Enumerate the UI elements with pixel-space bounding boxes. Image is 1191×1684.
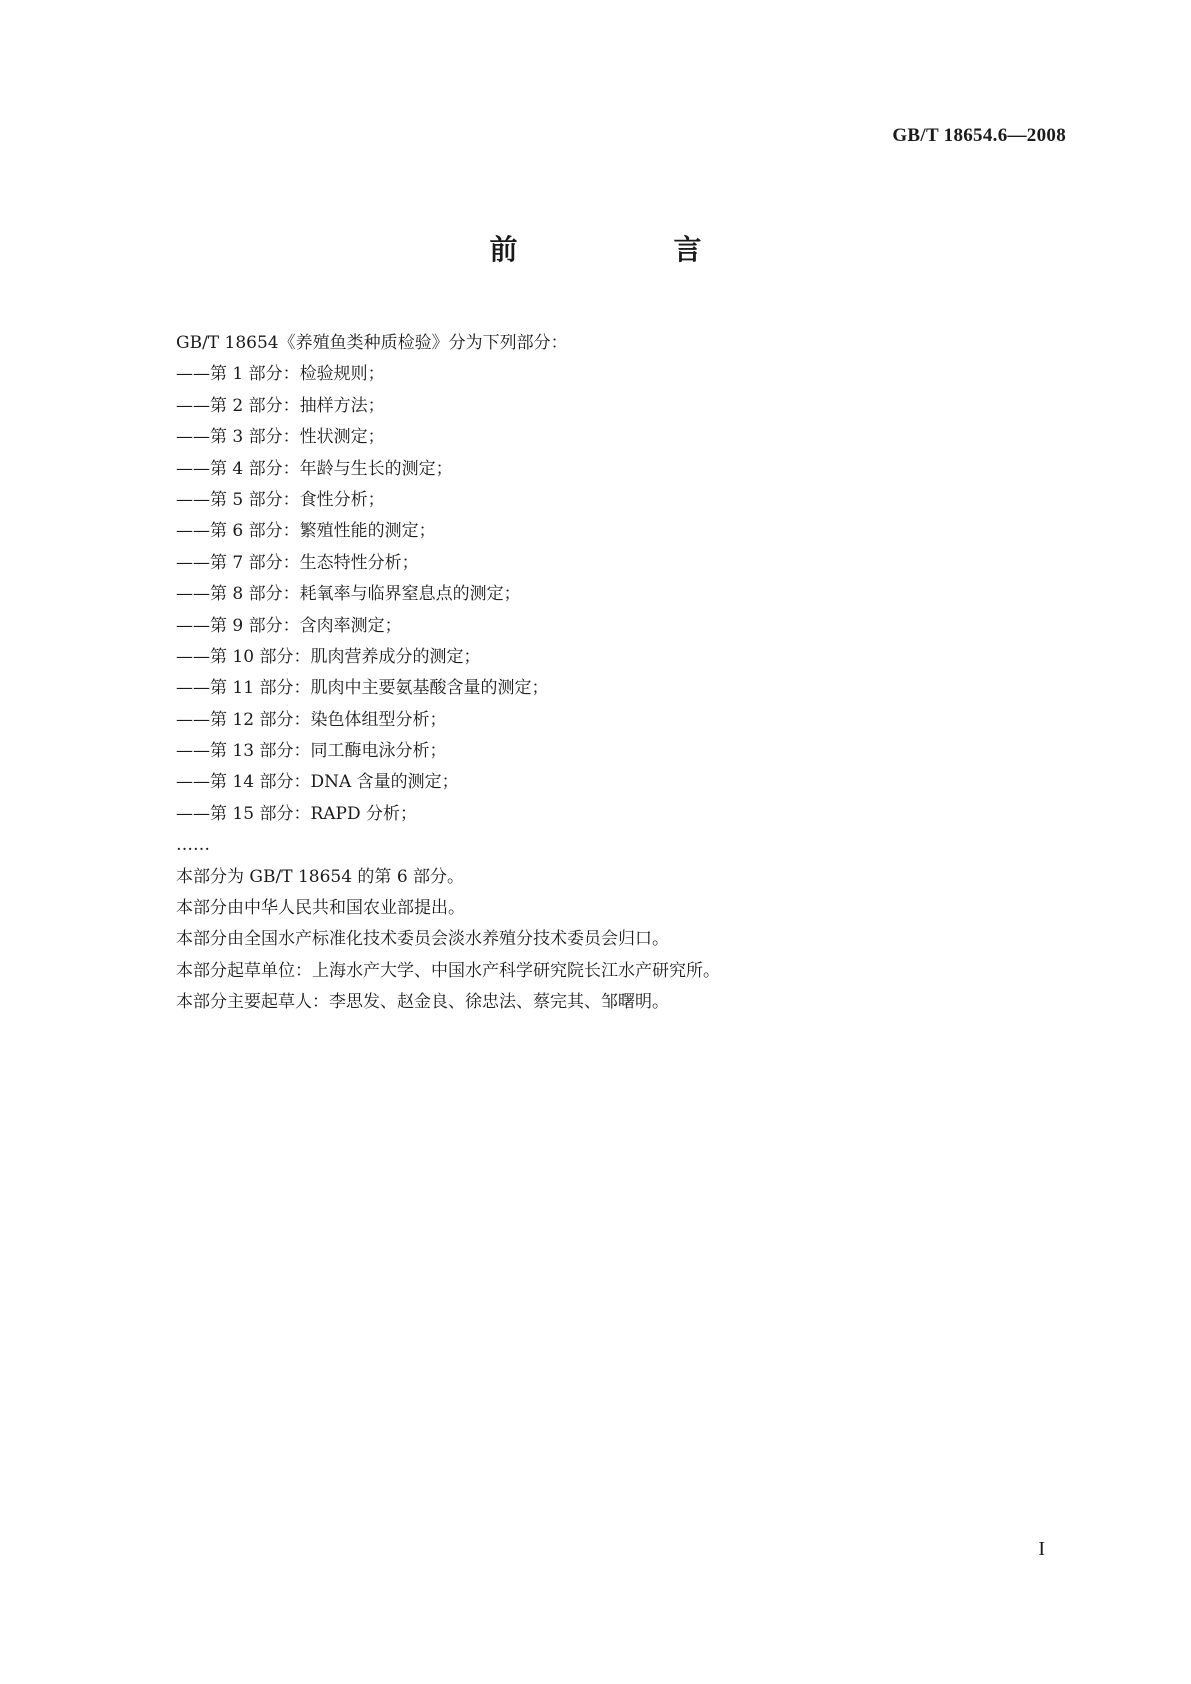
statement-line: 本部分由全国水产标准化技术委员会淡水养殖分技术委员会归口。: [176, 929, 669, 950]
statement-line: 本部分为 GB/T 18654 的第 6 部分。: [176, 866, 465, 887]
statement-line: 本部分起草单位：上海水产大学、中国水产科学研究院长江水产研究所。: [176, 960, 720, 981]
statement-line: 本部分主要起草人：李思发、赵金良、徐忠法、蔡完其、邹曙明。: [176, 992, 669, 1013]
ellipsis: ……: [176, 835, 210, 856]
page-number: I: [1038, 1538, 1045, 1560]
list-item: ——第 4 部分：年龄与生长的测定；: [176, 458, 453, 479]
list-item: ——第 2 部分：抽样方法；: [176, 395, 385, 416]
list-item: ——第 9 部分：含肉率测定；: [176, 615, 402, 636]
list-item: ——第 15 部分：RAPD 分析；: [176, 803, 417, 824]
list-item: ——第 7 部分：生态特性分析；: [176, 552, 419, 573]
list-item: ——第 1 部分：检验规则；: [176, 364, 385, 385]
parts-list: [176, 359, 1036, 830]
list-item: ——第 10 部分：肌肉营养成分的测定；: [176, 646, 481, 667]
statements-block: [176, 862, 1036, 1019]
list-item: ——第 6 部分：繁殖性能的测定；: [176, 521, 436, 542]
list-item: ——第 12 部分：染色体组型分析；: [176, 709, 447, 730]
preface-body: [176, 328, 1036, 1019]
list-item: ——第 14 部分：DNA 含量的测定；: [176, 772, 459, 793]
list-item: ——第 3 部分：性状测定；: [176, 427, 385, 448]
statement-line: 本部分由中华人民共和国农业部提出。: [176, 898, 465, 919]
intro-line: GB/T 18654《养殖鱼类种质检验》分为下列部分：: [176, 333, 568, 353]
list-item: ——第 8 部分：耗氧率与临界窒息点的测定；: [176, 584, 521, 605]
list-item: ——第 13 部分：同工酶电泳分析；: [176, 741, 447, 762]
list-item: ——第 11 部分：肌肉中主要氨基酸含量的测定；: [176, 678, 549, 699]
list-item: ——第 5 部分：食性分析；: [176, 489, 385, 510]
page-title: 前 言: [489, 233, 766, 266]
standard-code: GB/T 18654.6—2008: [892, 125, 1066, 146]
